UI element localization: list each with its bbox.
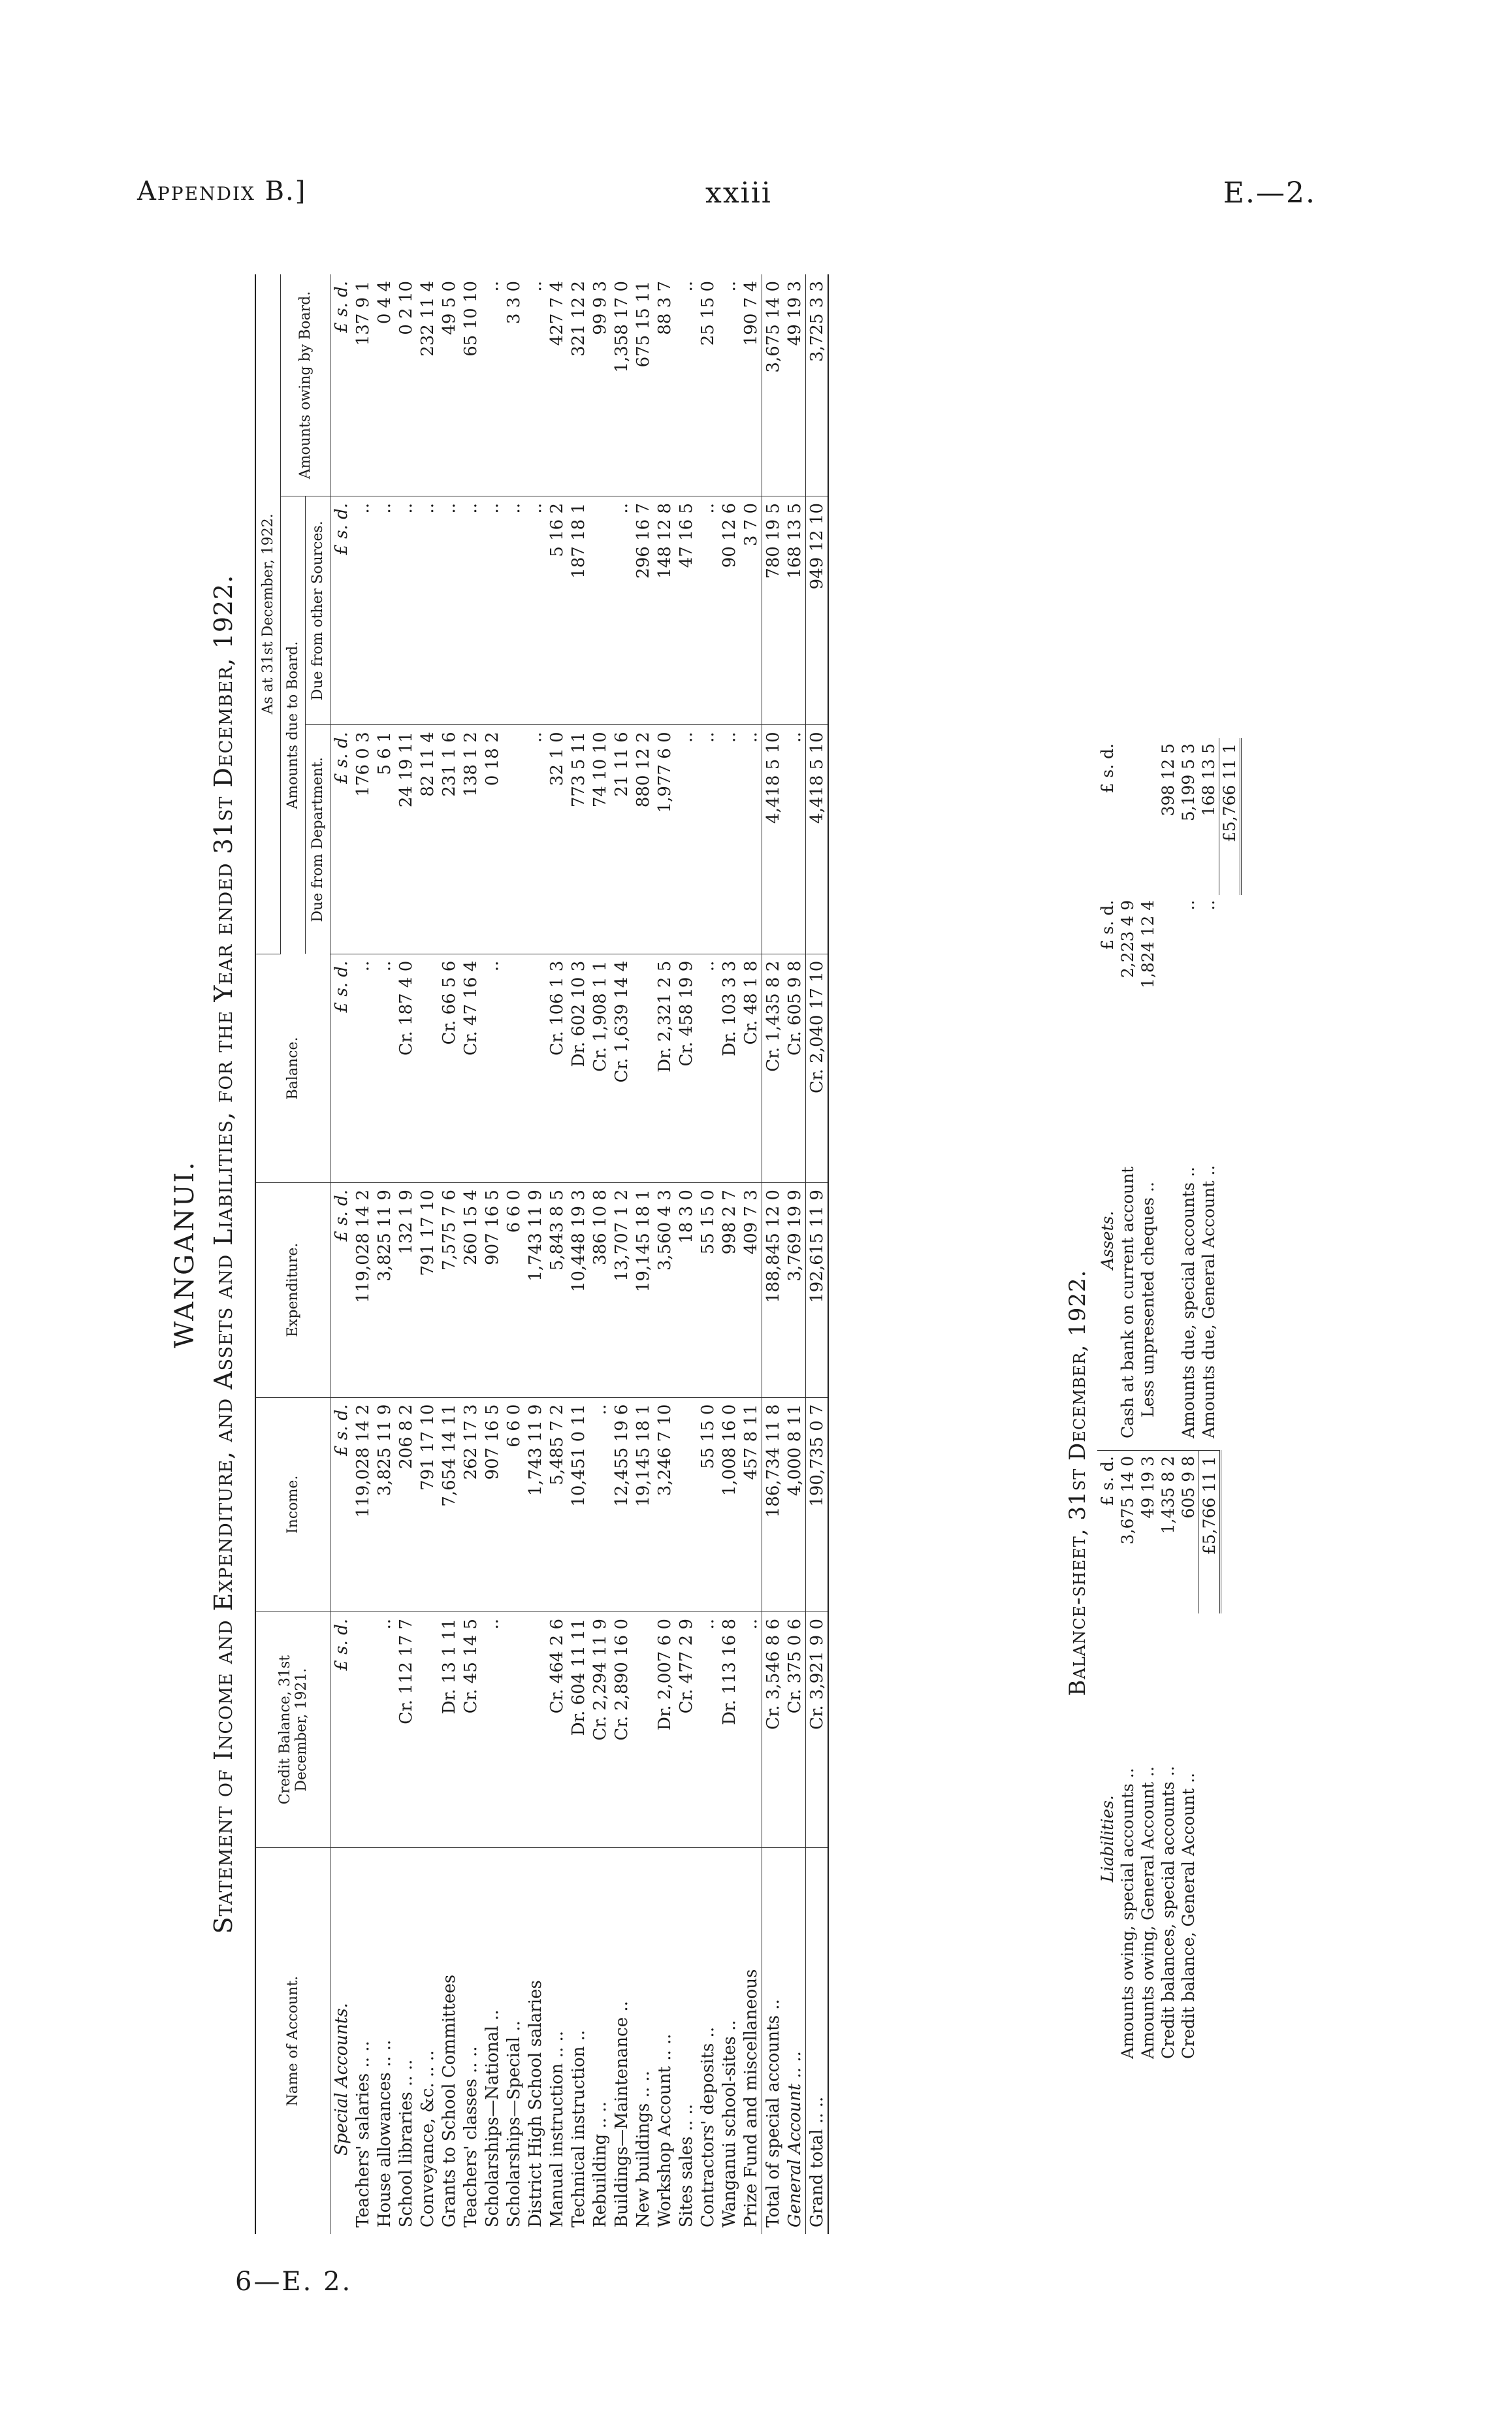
asset-amount-a: 2,223 4 9	[1118, 899, 1137, 979]
units-label: £ s. d.	[330, 1183, 353, 1397]
cell-bal: Cr. 187 4 0	[395, 954, 417, 1182]
cell-dept: 24 19 11	[395, 725, 417, 954]
col-name: Name of Account.	[255, 1848, 330, 2234]
cell-bal: ..	[697, 954, 718, 1182]
units-label: £ s. d.	[330, 954, 353, 1182]
cell-exp: 791 17 10	[417, 1183, 438, 1397]
account-row	[417, 274, 438, 2234]
cell-cb: Dr. 113 16 8	[718, 1612, 740, 1847]
cell-bal: Dr. 2,321 2 5	[654, 954, 675, 1182]
cell-dept: 1,977 6 0	[654, 725, 675, 954]
cell-name: Technical instruction ..	[568, 2030, 588, 2228]
cell-owing: 3 3 0	[503, 274, 524, 496]
general-account-row	[784, 274, 806, 2234]
cell-dept: 176 0 3	[352, 725, 374, 954]
cell-other: 148 12 8	[654, 496, 675, 725]
cell-other: ..	[374, 496, 395, 725]
cell-owing: 88 3 7	[654, 274, 675, 496]
asset-amount-b: 398 12 5	[1159, 743, 1178, 817]
cell-cb: Cr. 3,921 9 0	[806, 1612, 829, 1847]
cell-name: Workshop Account .. ..	[654, 2033, 675, 2228]
cell-inc: 7,654 14 11	[438, 1397, 460, 1612]
cell-dept: 82 11 4	[417, 725, 438, 954]
section-label: Special Accounts.	[331, 2003, 351, 2156]
cell-owing: 0 4 4	[374, 274, 395, 496]
cell-inc: ..	[589, 1397, 611, 1612]
cell-other: ..	[697, 496, 718, 725]
units-label: £ s. d.	[330, 1397, 353, 1612]
asset-amount-b: 168 13 5	[1199, 743, 1218, 817]
cell-name: Teachers' salaries .. ..	[353, 2041, 373, 2228]
liability-amount: 3,675 14 0	[1118, 1456, 1137, 1545]
cell-owing: ..	[675, 274, 697, 496]
cell-exp: 3,560 4 3	[654, 1183, 675, 1397]
grand-total-row	[806, 274, 829, 2234]
rotated-content	[163, 274, 1352, 2234]
header-document-ref: E.—2.	[1223, 176, 1316, 210]
cell-inc: 4,000 8 11	[784, 1397, 806, 1612]
cell-other: 3 7 0	[740, 496, 762, 725]
asset-amount-b: 5,199 5 3	[1179, 743, 1198, 822]
cell-inc: 19,145 18 1	[632, 1397, 654, 1612]
cell-name: Contractors' deposits ..	[698, 2026, 718, 2228]
cell-owing: 321 12 2	[568, 274, 589, 496]
cell-inc: 12,455 19 6	[611, 1397, 632, 1612]
cell-owing: 675 15 11	[632, 274, 654, 496]
cell-owing: 1,358 17 0	[611, 274, 632, 496]
account-row	[481, 274, 503, 2234]
cell-dept: 4,418 5 10	[762, 725, 784, 954]
cell-inc: 186,734 11 8	[762, 1397, 784, 1612]
cell-name: Scholarships—National ..	[482, 2009, 502, 2228]
cell-other: ..	[524, 496, 546, 725]
cell-inc: 457 8 11	[740, 1397, 762, 1612]
cell-dept: 21 11 6	[611, 725, 632, 954]
col-due-other: Due from other Sources.	[306, 496, 330, 725]
account-row	[654, 274, 675, 2234]
cell-name: Conveyance, &c. .. ..	[417, 2050, 438, 2228]
cell-exp: 119,028 14 2	[352, 1183, 374, 1397]
statement-title: Statement of Income and Expenditure, and Assets and Liabilities, for the Year ended 31st December, 1922.	[209, 574, 238, 1934]
cell-name: Scholarships—Special ..	[504, 2020, 524, 2228]
cell-bal: Cr. 47 16 4	[460, 954, 481, 1182]
cell-inc: 3,246 7 10	[654, 1397, 675, 1612]
cell-bal	[632, 954, 654, 1182]
col-due-dept: Due from Department.	[306, 725, 330, 954]
account-row	[697, 274, 718, 2234]
liability-label: Amounts owing, special accounts ..	[1118, 1768, 1137, 2059]
cell-name: Prize Fund and miscellaneous	[741, 1969, 761, 2228]
cell-name: District High School salaries	[525, 1980, 545, 2228]
cell-other	[589, 496, 611, 725]
cell-owing: 3,725 3 3	[806, 274, 829, 496]
cell-dept: 138 1 2	[460, 725, 481, 954]
cell-cb	[417, 1612, 438, 1847]
account-row	[568, 274, 589, 2234]
cell-name: Buildings—Maintenance ..	[611, 2001, 632, 2228]
cell-cb: Cr. 375 0 6	[784, 1612, 806, 1847]
cell-bal: Cr. 66 5 6	[438, 954, 460, 1182]
balance-sheet-title: Balance-sheet, 31st December, 1922.	[1065, 1269, 1091, 1696]
units-label: £ s. d.	[330, 725, 353, 954]
asset-label: Amounts due, General Account ..	[1199, 1165, 1219, 1438]
cell-exp: 10,448 19 3	[568, 1183, 589, 1397]
assets-units-b: £ s. d.	[1098, 743, 1117, 794]
cell-exp: 386 10 8	[589, 1183, 611, 1397]
cell-other: 949 12 10	[806, 496, 829, 725]
cell-owing: 0 2 10	[395, 274, 417, 496]
cell-exp: 188,845 12 0	[762, 1183, 784, 1397]
liabilities-total: £5,766 11 1	[1199, 1451, 1221, 1613]
cell-bal: Cr. 1,908 1 1	[589, 954, 611, 1182]
account-row	[524, 274, 546, 2234]
asset-row	[1198, 738, 1219, 1444]
cell-owing: 137 9 1	[352, 274, 374, 496]
asset-label: Cash at bank on current account	[1118, 1166, 1137, 1438]
cell-cb: ..	[481, 1612, 503, 1847]
cell-inc: 190,735 0 7	[806, 1397, 829, 1612]
cell-name: Grand total .. ..	[806, 1848, 829, 2234]
cell-other: ..	[611, 496, 632, 725]
cell-bal: ..	[481, 954, 503, 1182]
cell-owing: ..	[524, 274, 546, 496]
liability-amount: 1,435 8 2	[1159, 1456, 1178, 1534]
units-label: £ s. d.	[330, 274, 353, 496]
account-row	[352, 274, 374, 2234]
assets-total: £5,766 11 1	[1219, 738, 1241, 895]
cell-owing: 25 15 0	[697, 274, 718, 496]
cell-cb: ..	[374, 1612, 395, 1847]
cell-other: ..	[460, 496, 481, 725]
cell-owing: 190 7 4	[740, 274, 762, 496]
asset-amount-a	[1158, 895, 1178, 1037]
cell-exp: 19,145 18 1	[632, 1183, 654, 1397]
liability-row	[1118, 1451, 1138, 2065]
cell-exp: 18 3 0	[675, 1183, 697, 1397]
account-row	[675, 274, 697, 2234]
cell-inc: 206 8 2	[395, 1397, 417, 1612]
cell-cb: ..	[740, 1612, 762, 1847]
cell-bal: Cr. 605 9 8	[784, 954, 806, 1182]
cell-dept: ..	[675, 725, 697, 954]
account-row	[438, 274, 460, 2234]
asset-row	[1138, 738, 1158, 1444]
asset-amount-b	[1118, 738, 1138, 895]
account-row	[395, 274, 417, 2234]
cell-exp: 55 15 0	[697, 1183, 718, 1397]
cell-other: ..	[503, 496, 524, 725]
cell-cb: Cr. 477 2 9	[675, 1612, 697, 1847]
cell-owing: 49 5 0	[438, 274, 460, 496]
account-row	[740, 274, 762, 2234]
cell-bal: Cr. 1,435 8 2	[762, 954, 784, 1182]
cell-exp: 132 1 9	[395, 1183, 417, 1397]
cell-exp: 998 2 7	[718, 1183, 740, 1397]
cell-exp: 3,769 19 9	[784, 1183, 806, 1397]
cell-exp: 6 6 0	[503, 1183, 524, 1397]
cell-dept: ..	[740, 725, 762, 954]
liabilities-units: £ s. d.	[1098, 1456, 1117, 1506]
col-expenditure: Expenditure.	[255, 1183, 330, 1397]
cell-exp: 907 16 5	[481, 1183, 503, 1397]
account-row	[374, 274, 395, 2234]
cell-inc: 3,825 11 9	[374, 1397, 395, 1612]
cell-name: House allowances .. ..	[374, 2039, 394, 2228]
cell-exp: 1,743 11 9	[524, 1183, 546, 1397]
asset-amount-a: ..	[1179, 899, 1198, 911]
cell-inc: 6 6 0	[503, 1397, 524, 1612]
header-page-number: xxiii	[705, 176, 772, 210]
assets-heading: Assets.	[1098, 1210, 1117, 1270]
cell-name: Sites sales .. ..	[676, 2103, 696, 2228]
account-row	[546, 274, 568, 2234]
cell-name: Total of special accounts ..	[762, 1848, 784, 2234]
liabilities-table	[1097, 1450, 1221, 2064]
liability-row	[1178, 1451, 1199, 2065]
assets-table	[1097, 738, 1242, 1444]
header-appendix: Appendix B.]	[137, 176, 307, 206]
cell-bal: Cr. 2,040 17 10	[806, 954, 829, 1182]
liability-row	[1158, 1451, 1178, 2065]
asset-row	[1118, 738, 1138, 1444]
cell-cb: Cr. 45 14 5	[460, 1612, 481, 1847]
cell-dept: ..	[784, 725, 806, 954]
cell-other: ..	[417, 496, 438, 725]
col-as-at: As at 31st December, 1922.	[255, 274, 281, 954]
cell-other: 780 19 5	[762, 496, 784, 725]
cell-inc: 791 17 10	[417, 1397, 438, 1612]
cell-cb: ..	[697, 1612, 718, 1847]
cell-dept: 5 6 1	[374, 725, 395, 954]
col-owing: Amounts owing by Board.	[281, 274, 330, 496]
cell-dept: 4,418 5 10	[806, 725, 829, 954]
cell-other: 168 13 5	[784, 496, 806, 725]
liability-label: Credit balance, General Account ..	[1179, 1772, 1198, 2059]
cell-dept: ..	[718, 725, 740, 954]
cell-inc: 1,743 11 9	[524, 1397, 546, 1612]
assets-total-row	[1219, 738, 1241, 1444]
cell-name: New buildings .. ..	[633, 2071, 653, 2228]
liabilities-heading: Liabilities.	[1098, 1795, 1117, 1883]
cell-name: School libraries .. ..	[396, 2059, 416, 2228]
cell-inc: 907 16 5	[481, 1397, 503, 1612]
cell-dept: 32 1 0	[546, 725, 568, 954]
cell-cb	[352, 1612, 374, 1847]
cell-bal: Cr. 106 1 3	[546, 954, 568, 1182]
cell-exp: 409 7 3	[740, 1183, 762, 1397]
cell-bal: Cr. 48 1 8	[740, 954, 762, 1182]
board-title: WANGANUI.	[170, 1159, 200, 1349]
cell-cb	[524, 1612, 546, 1847]
liability-label: Amounts owing, General Account ..	[1138, 1766, 1157, 2059]
cell-other: 296 16 7	[632, 496, 654, 725]
cell-exp: 192,615 11 9	[806, 1183, 829, 1397]
asset-label: Amounts due, special accounts ..	[1179, 1167, 1198, 1438]
cell-other: ..	[481, 496, 503, 725]
cell-name: Rebuilding .. ..	[590, 2101, 610, 2228]
cell-dept: 231 1 6	[438, 725, 460, 954]
col-balance: Balance.	[255, 954, 330, 1182]
total-special-row	[762, 274, 784, 2234]
cell-other: ..	[352, 496, 374, 725]
cell-exp: 13,707 1 2	[611, 1183, 632, 1397]
units-label: £ s. d.	[330, 1612, 353, 1847]
cell-owing: ..	[718, 274, 740, 496]
account-row	[503, 274, 524, 2234]
liability-amount: 49 19 3	[1138, 1456, 1157, 1519]
cell-bal	[524, 954, 546, 1182]
cell-cb	[503, 1612, 524, 1847]
asset-label: Less unpresented cheques ..	[1138, 1182, 1157, 1418]
cell-bal: Cr. 458 19 9	[675, 954, 697, 1182]
cell-bal	[503, 954, 524, 1182]
account-row	[611, 274, 632, 2234]
account-row	[589, 274, 611, 2234]
cell-name: Teachers' classes .. ..	[460, 2046, 481, 2228]
asset-row	[1178, 738, 1198, 1444]
col-credit-balance: Credit Balance, 31st December, 1921.	[255, 1612, 330, 1847]
asset-amount-b	[1138, 738, 1158, 895]
col-income: Income.	[255, 1397, 330, 1612]
cell-name: Grants to School Committees	[439, 1974, 459, 2228]
cell-dept: ..	[697, 725, 718, 954]
cell-bal	[417, 954, 438, 1182]
cell-cb: Cr. 112 17 7	[395, 1612, 417, 1847]
cell-inc: 119,028 14 2	[352, 1397, 374, 1612]
assets-units-a: £ s. d.	[1098, 899, 1117, 950]
cell-dept: 0 18 2	[481, 725, 503, 954]
cell-owing: 49 19 3	[784, 274, 806, 496]
cell-dept: ..	[524, 725, 546, 954]
cell-owing: 3,675 14 0	[762, 274, 784, 496]
asset-amount-a: 1,824 12 4	[1138, 899, 1157, 988]
account-row	[632, 274, 654, 2234]
cell-inc: 5,485 7 2	[546, 1397, 568, 1612]
cell-name: Wanganui school-sites ..	[719, 2020, 739, 2228]
cell-owing: 427 7 4	[546, 274, 568, 496]
footer-reference: 6—E. 2.	[235, 2267, 353, 2297]
asset-amount-a: ..	[1199, 899, 1219, 911]
cell-cb: Dr. 2,007 6 0	[654, 1612, 675, 1847]
cell-cb: Dr. 604 11 11	[568, 1612, 589, 1847]
cell-other: ..	[438, 496, 460, 725]
cell-owing: ..	[481, 274, 503, 496]
cell-other: 47 16 5	[675, 496, 697, 725]
asset-label	[1158, 1037, 1178, 1444]
cell-dept: 74 10 10	[589, 725, 611, 954]
cell-inc: 1,008 16 0	[718, 1397, 740, 1612]
cell-dept: 773 5 11	[568, 725, 589, 954]
statement-table	[255, 274, 829, 2234]
cell-cb: Cr. 2,294 11 9	[589, 1612, 611, 1847]
account-row	[718, 274, 740, 2234]
cell-cb: Cr. 2,890 16 0	[611, 1612, 632, 1847]
cell-name: Manual instruction .. ..	[547, 2030, 567, 2228]
cell-inc: 10,451 0 11	[568, 1397, 589, 1612]
cell-inc: 55 15 0	[697, 1397, 718, 1612]
section-row	[330, 274, 353, 2234]
liability-label: Credit balances, special accounts ..	[1159, 1766, 1178, 2059]
liability-amount: 605 9 8	[1179, 1456, 1198, 1519]
liabilities-total-row	[1199, 1451, 1221, 2065]
cell-bal: Dr. 602 10 3	[568, 954, 589, 1182]
cell-name: General Account .. ..	[784, 2051, 805, 2228]
cell-bal: Dr. 103 3 3	[718, 954, 740, 1182]
cell-inc	[675, 1397, 697, 1612]
cell-bal: ..	[374, 954, 395, 1182]
cell-exp: 260 15 4	[460, 1183, 481, 1397]
cell-other: 90 12 6	[718, 496, 740, 725]
cell-cb: Cr. 3,546 8 6	[762, 1612, 784, 1847]
cell-cb: Dr. 13 1 11	[438, 1612, 460, 1847]
cell-cb	[632, 1612, 654, 1847]
cell-exp: 3,825 11 9	[374, 1183, 395, 1397]
cell-dept: 880 12 2	[632, 725, 654, 954]
cell-bal: ..	[352, 954, 374, 1182]
col-amounts-due: Amounts due to Board.	[281, 496, 306, 954]
cell-other: ..	[395, 496, 417, 725]
cell-exp: 5,843 8 5	[546, 1183, 568, 1397]
cell-owing: 99 9 3	[589, 274, 611, 496]
asset-row	[1158, 738, 1178, 1444]
cell-bal: Cr. 1,639 14 4	[611, 954, 632, 1182]
cell-inc: 262 17 3	[460, 1397, 481, 1612]
cell-exp: 7,575 7 6	[438, 1183, 460, 1397]
cell-owing: 232 11 4	[417, 274, 438, 496]
cell-other: 187 18 1	[568, 496, 589, 725]
liability-row	[1138, 1451, 1158, 2065]
cell-cb: Cr. 464 2 6	[546, 1612, 568, 1847]
cell-dept	[503, 725, 524, 954]
account-row	[460, 274, 481, 2234]
cell-other: 5 16 2	[546, 496, 568, 725]
cell-owing: 65 10 10	[460, 274, 481, 496]
units-label: £ s. d.	[330, 496, 353, 725]
